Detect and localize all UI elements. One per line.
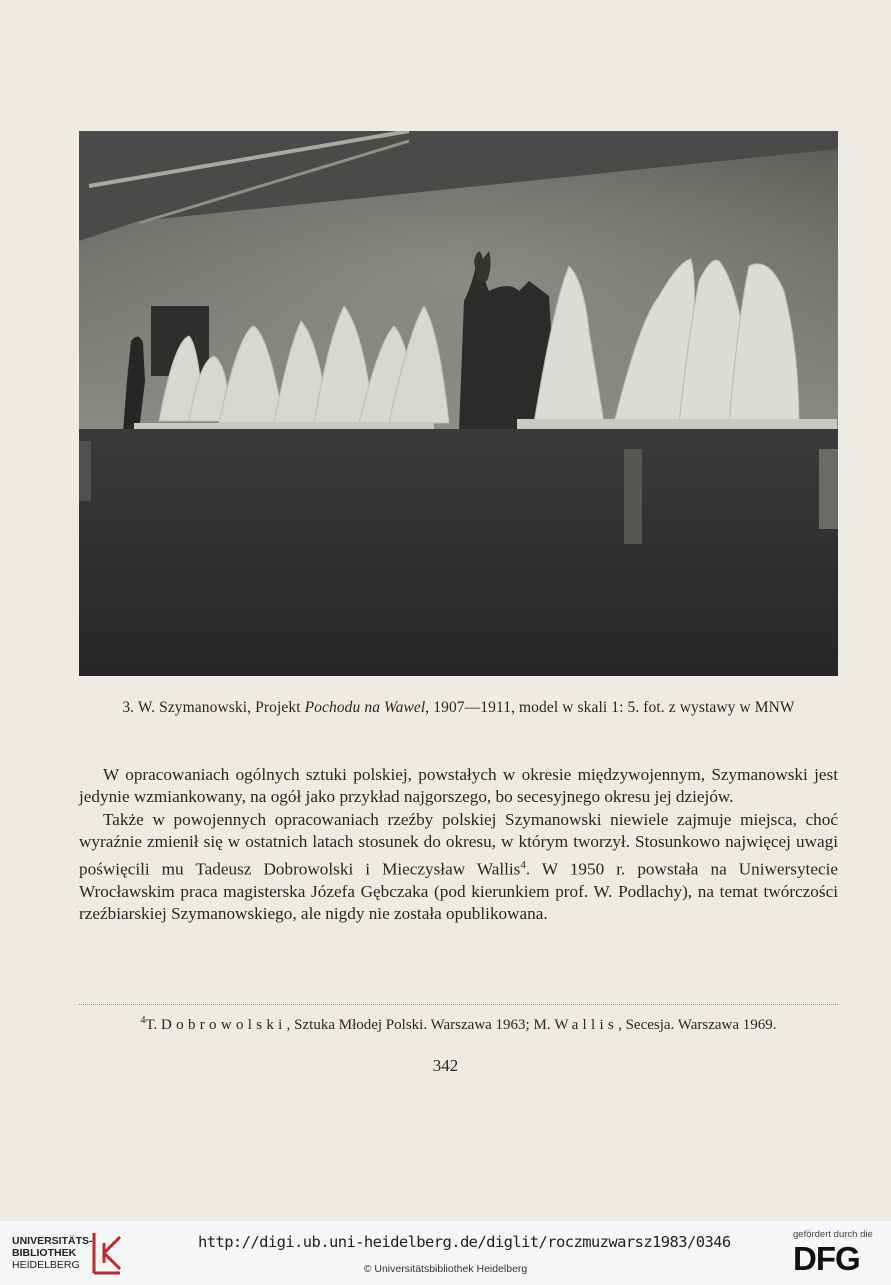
library-name-line: UNIVERSITÄTS- [12, 1235, 93, 1247]
body-text [79, 764, 838, 926]
permalink-url[interactable]: http://digi.ub.uni-heidelberg.de/diglit/roczmuzwarsz1983/0346 [198, 1233, 731, 1251]
footnote-work: , Secesja. Warszawa 1969. [618, 1017, 777, 1033]
funder-label: gefördert durch die [793, 1229, 873, 1240]
paragraph-text: . W 1950 r. powstała na Uniwersytecie Wrocławskim praca magisterska Józefa Gębczaka (pod kierunkiem prof. W. Podlachy), na temat twórczości rzeźbiarskiej Szymanowskiego, ale nigdy nie została opublikowana. [79, 859, 838, 924]
page-number: 342 [432, 1056, 459, 1075]
footnote-divider [79, 1004, 838, 1005]
footnote [79, 1015, 838, 1034]
library-name-line: HEIDELBERG [12, 1259, 80, 1271]
photo-artwork [79, 131, 838, 676]
dfg-logo: DFG [793, 1240, 860, 1277]
caption-prefix: 3. W. Szymanowski, Projekt [122, 699, 305, 716]
copyright-notice: © Universitätsbibliothek Heidelberg [363, 1263, 528, 1275]
footnote-author: Dobrowolski [161, 1017, 287, 1033]
footnote-work: , Sztuka Młodej Polski. Warszawa 1963; M. [286, 1017, 555, 1033]
footnote-initial: T. [145, 1017, 162, 1033]
caption-title: Pochodu na Wawel [304, 699, 426, 716]
paragraph: W opracowaniach ogólnych sztuki polskiej, powstałych w okresie międzywojennym, Szymanowski jest jedynie wzmiankowany, na ogół jako przykład najgorszego, bo secesyjnego okresu jej dziejów. [79, 765, 838, 807]
library-name-line: BIBLIOTHEK [12, 1247, 77, 1259]
footnote-reference: 4 [520, 858, 526, 871]
sculpture-photograph [79, 131, 838, 676]
footnote-marker: 4 [140, 1015, 146, 1026]
figure-caption [79, 699, 838, 717]
caption-suffix: , 1907—1911, model w skali 1: 5. fot. z wystawy w MNW [425, 699, 795, 716]
footnote-author: Wallis [554, 1017, 619, 1033]
paragraph-text: Także w powojennych opracowaniach rzeźby polskiej Szymanowski niewiele zajmuje miejsca, choć wyraźnie zmienił się w ostatnich latach stosunek do okresu, w którym tworzył. Stosunkowo najwięcej uwagi poświęcili mu Tadeusz Dobrowolski i Mieczysław Wallis [79, 809, 838, 879]
digitization-footer [0, 1221, 891, 1285]
paragraph [79, 809, 838, 926]
